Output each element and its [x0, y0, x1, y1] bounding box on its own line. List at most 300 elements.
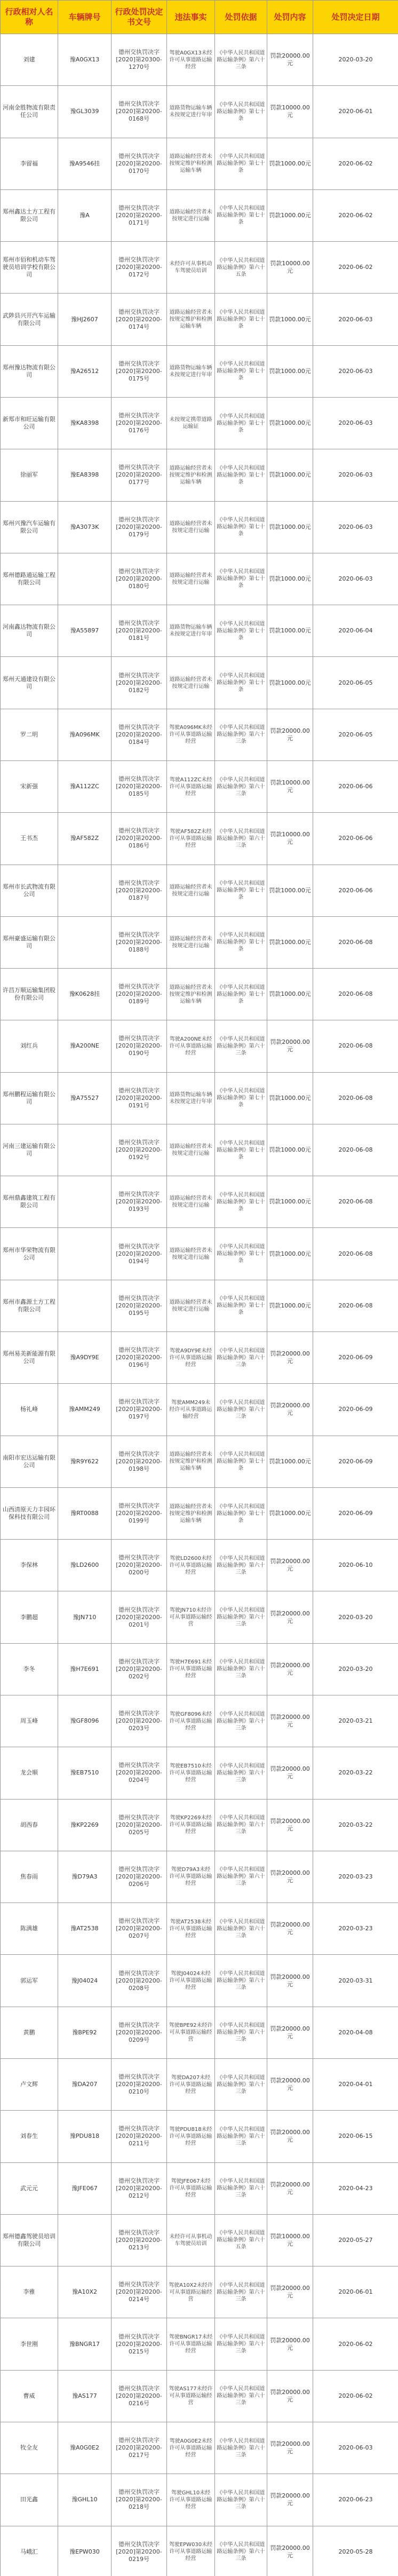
cell-party-name: 李雅 — [1, 2266, 58, 2318]
cell-party-name: 李世刚 — [1, 2318, 58, 2370]
cell-penalty-content: 罚款20000.00元 — [267, 2058, 313, 2110]
table-row — [1, 1487, 398, 1539]
cell-decision-number: 德州交执罚决字[2020]第20200-0206号 — [112, 1851, 167, 1903]
cell-decision-date: 2020-03-23 — [313, 1903, 398, 1955]
cell-plate-number: 豫KP2269 — [58, 1799, 112, 1851]
cell-party-name: 罗二明 — [1, 709, 58, 760]
cell-penalty-content: 罚款20000.00元 — [267, 2422, 313, 2474]
cell-decision-number: 德州交执罚决字[2020]第20200-0219号 — [112, 2526, 167, 2576]
cell-penalty-content: 罚款1000.00元 — [267, 138, 313, 189]
cell-plate-number: 豫LD2600 — [58, 1540, 112, 1591]
cell-decision-number: 德州交执罚决字[2020]第20200-0176号 — [112, 397, 167, 449]
table-row — [1, 2266, 398, 2318]
cell-decision-number: 德州交执罚决字[2020]第20200-0174号 — [112, 294, 167, 345]
cell-plate-number: 豫PDU818 — [58, 2111, 112, 2162]
cell-decision-number: 德州交执罚决字[2020]第20200-0190号 — [112, 1020, 167, 1072]
cell-violation-facts: 道路运输经营者未按规定进行运输 — [167, 1176, 215, 1228]
table-row — [1, 2058, 398, 2110]
table-row — [1, 2111, 398, 2162]
cell-penalty-content: 罚款20000.00元 — [267, 2111, 313, 2162]
table-row — [1, 2422, 398, 2474]
table-row — [1, 709, 398, 760]
cell-decision-number: 德州交执罚决字[2020]第20200-0181号 — [112, 605, 167, 657]
cell-decision-number: 德州交执罚决字[2020]第20200-0195号 — [112, 1280, 167, 1331]
cell-party-name: 陈满雄 — [1, 1903, 58, 1955]
cell-plate-number: 豫D79A3 — [58, 1851, 112, 1903]
cell-penalty-basis: 《中华人民共和国道路运输条例》第六十三条 — [215, 2266, 267, 2318]
cell-violation-facts: 驾驶A10X2未经许可从事道路运输经营 — [167, 2266, 215, 2318]
cell-plate-number: 豫EPW030 — [58, 2526, 112, 2576]
table-row — [1, 1124, 398, 1176]
cell-plate-number: 豫AS177 — [58, 2370, 112, 2422]
cell-plate-number — [58, 916, 112, 968]
header-party-name: 行政相对人名称 — [1, 1, 58, 34]
cell-plate-number: 豫HJ2607 — [58, 294, 112, 345]
table-row — [1, 969, 398, 1020]
cell-decision-number: 德州交执罚决字[2020]第20200-0212号 — [112, 2162, 167, 2214]
cell-violation-facts: 道路货物运输车辆未按规定进行年审 — [167, 1072, 215, 1124]
cell-penalty-content: 罚款10000.00元 — [267, 760, 313, 812]
cell-decision-date: 2020-06-03 — [313, 345, 398, 397]
header-violation-facts: 违法事实 — [167, 1, 215, 34]
cell-decision-date: 2020-03-31 — [313, 1955, 398, 2007]
table-row — [1, 1228, 398, 1280]
cell-decision-date: 2020-06-05 — [313, 657, 398, 709]
cell-penalty-content: 罚款1000.00元 — [267, 345, 313, 397]
cell-plate-number: 豫A0GX13 — [58, 34, 112, 86]
cell-plate-number — [58, 1124, 112, 1176]
cell-violation-facts: 驾驶GHL10未经许可从事道路运输经营 — [167, 2474, 215, 2526]
cell-penalty-content: 罚款20000.00元 — [267, 709, 313, 760]
cell-decision-number: 德州交执罚决字[2020]第20200-0188号 — [112, 916, 167, 968]
cell-violation-facts: 道路运输经营者未按规定进行运输 — [167, 916, 215, 968]
cell-plate-number: 豫A096MK — [58, 709, 112, 760]
cell-plate-number: 豫EA8398 — [58, 449, 112, 501]
table-row — [1, 2318, 398, 2370]
cell-decision-date: 2020-06-08 — [313, 1228, 398, 1280]
table-row — [1, 657, 398, 709]
cell-plate-number: 豫AT2538 — [58, 1903, 112, 1955]
cell-party-name: 周玉峰 — [1, 1695, 58, 1747]
cell-violation-facts: 驾驶GF8096未经许可从事道路运输经营 — [167, 1695, 215, 1747]
cell-decision-date: 2020-06-08 — [313, 1280, 398, 1331]
table-row — [1, 1072, 398, 1124]
header-decision-date: 处罚决定日期 — [313, 1, 398, 34]
cell-penalty-basis: 《中华人民共和国道路运输条例》第七十条 — [215, 605, 267, 657]
table-row — [1, 449, 398, 501]
cell-party-name: 胡西春 — [1, 1799, 58, 1851]
table-row — [1, 397, 398, 449]
cell-party-name: 郑州鑫达土方工程有限公司 — [1, 189, 58, 241]
cell-plate-number: 豫A9DY9E — [58, 1332, 112, 1384]
cell-penalty-basis: 《中华人民共和国道路运输条例》第七十条 — [215, 86, 267, 138]
cell-penalty-content: 罚款1000.00元 — [267, 1436, 313, 1487]
cell-decision-date: 2020-06-02 — [313, 189, 398, 241]
cell-decision-number: 德州交执罚决字[2020]第20200-0179号 — [112, 501, 167, 553]
table-row — [1, 760, 398, 812]
cell-penalty-basis: 《中华人民共和国道路运输条例》第六十三条 — [215, 1384, 267, 1436]
cell-decision-date: 2020-05-27 — [313, 2214, 398, 2266]
table-row — [1, 86, 398, 138]
cell-party-name: 龙会顺 — [1, 1747, 58, 1799]
cell-decision-number: 德州交执罚决字[2020]第20200-0213号 — [112, 2214, 167, 2266]
cell-decision-number: 德州交执罚决字[2020]第20200-0191号 — [112, 1072, 167, 1124]
table-row — [1, 34, 398, 86]
cell-penalty-content: 罚款20000.00元 — [267, 2526, 313, 2576]
cell-penalty-content: 罚款1000.00元 — [267, 294, 313, 345]
cell-penalty-basis: 《中华人民共和国道路运输条例》第六十三条 — [215, 1955, 267, 2007]
table-row — [1, 1540, 398, 1591]
cell-party-name: 刘春生 — [1, 2111, 58, 2162]
cell-decision-date: 2020-06-08 — [313, 1072, 398, 1124]
table-row — [1, 1176, 398, 1228]
cell-penalty-basis: 《中华人民共和国道路运输条例》第六十三条 — [215, 2162, 267, 2214]
cell-decision-number: 德州交执罚决字[2020]第20200-0184号 — [112, 709, 167, 760]
cell-party-name: 河南鑫达物流有限公司 — [1, 605, 58, 657]
cell-party-name: 郑州鹏程运输有限公司 — [1, 1072, 58, 1124]
cell-plate-number: 豫A9546挂 — [58, 138, 112, 189]
table-row — [1, 1799, 398, 1851]
cell-decision-number: 德州交执罚决字[2020]第20300-1270号 — [112, 34, 167, 86]
cell-penalty-content: 罚款1000.00元 — [267, 1072, 313, 1124]
table-row — [1, 1695, 398, 1747]
cell-violation-facts: 驾驶BNGR17未经许可从事道路运输经营 — [167, 2318, 215, 2370]
cell-violation-facts: 驾驶A0G0E2未经许可从事道路运输经营 — [167, 2422, 215, 2474]
cell-penalty-content: 罚款20000.00元 — [267, 34, 313, 86]
cell-plate-number: 豫JN710 — [58, 1591, 112, 1643]
cell-decision-number: 德州交执罚决字[2020]第20200-0177号 — [112, 449, 167, 501]
cell-violation-facts: 未经许可从事机动车驾驶员培训 — [167, 242, 215, 294]
cell-penalty-content: 罚款20000.00元 — [267, 2162, 313, 2214]
cell-decision-number: 德州交执罚决字[2020]第20200-0217号 — [112, 2422, 167, 2474]
cell-plate-number: 豫AF582Z — [58, 813, 112, 865]
cell-decision-number: 德州交执罚决字[2020]第20200-0209号 — [112, 2007, 167, 2058]
cell-party-name: 马峨汇 — [1, 2526, 58, 2576]
cell-party-name: 李保林 — [1, 1540, 58, 1591]
cell-decision-number: 德州交执罚决字[2020]第20200-0200号 — [112, 1540, 167, 1591]
cell-penalty-basis: 《中华人民共和国道路运输条例》第七十条 — [215, 865, 267, 916]
cell-decision-number: 德州交执罚决字[2020]第20200-0168号 — [112, 86, 167, 138]
cell-violation-facts: 驾驶JFE067未经许可从事道路运输经营 — [167, 2162, 215, 2214]
cell-decision-date: 2020-06-03 — [313, 449, 398, 501]
cell-penalty-basis: 《中华人民共和国道路运输条例》第七十条 — [215, 969, 267, 1020]
cell-plate-number: 豫A — [58, 189, 112, 241]
cell-penalty-content: 罚款1000.00元 — [267, 553, 313, 605]
cell-decision-number: 德州交执罚决字[2020]第20200-0197号 — [112, 1384, 167, 1436]
table-row — [1, 1903, 398, 1955]
table-row — [1, 1747, 398, 1799]
cell-violation-facts: 道路运输经营者未按规定进行运输 — [167, 1280, 215, 1331]
cell-penalty-basis: 《中华人民共和国道路运输条例》第七十条 — [215, 1228, 267, 1280]
cell-party-name: 刘建 — [1, 34, 58, 86]
cell-penalty-basis: 《中华人民共和国道路运输条例》第六十三条 — [215, 2422, 267, 2474]
cell-decision-date: 2020-06-08 — [313, 1020, 398, 1072]
cell-plate-number: 豫BPE92 — [58, 2007, 112, 2058]
cell-decision-date: 2020-04-23 — [313, 2162, 398, 2214]
cell-violation-facts: 道路运输经营者未按规定维护和检测运输车辆 — [167, 294, 215, 345]
cell-decision-date: 2020-06-01 — [313, 2266, 398, 2318]
cell-violation-facts: 驾驶A096MK未经许可从事道路运输经营 — [167, 709, 215, 760]
cell-penalty-content: 罚款20000.00元 — [267, 1799, 313, 1851]
cell-penalty-content: 罚款20000.00元 — [267, 1695, 313, 1747]
cell-party-name: 武元元 — [1, 2162, 58, 2214]
cell-decision-date: 2020-04-08 — [313, 2007, 398, 2058]
cell-party-name: 郑州天通建设有限公司 — [1, 657, 58, 709]
cell-violation-facts: 道路运输经营者未按规定维护和检测运输车辆 — [167, 969, 215, 1020]
cell-decision-number: 德州交执罚决字[2020]第20200-0196号 — [112, 1332, 167, 1384]
cell-violation-facts: 驾驶AS177未经许可从事道路运输经营 — [167, 2370, 215, 2422]
cell-penalty-content: 罚款20000.00元 — [267, 1903, 313, 1955]
cell-decision-number: 德州交执罚决字[2020]第20200-0208号 — [112, 1955, 167, 2007]
cell-plate-number: 豫EB7510 — [58, 1747, 112, 1799]
cell-violation-facts: 驾驶EB7510未经许可从事道路运输经营 — [167, 1747, 215, 1799]
cell-decision-number: 德州交执罚决字[2020]第20200-0214号 — [112, 2266, 167, 2318]
cell-decision-date: 2020-03-20 — [313, 34, 398, 86]
cell-decision-date: 2020-06-02 — [313, 2318, 398, 2370]
cell-violation-facts: 驾驶A0GX13未经许可从事道路运输经营 — [167, 34, 215, 86]
cell-decision-date: 2020-03-23 — [313, 1851, 398, 1903]
cell-decision-date: 2020-06-08 — [313, 916, 398, 968]
cell-plate-number — [58, 553, 112, 605]
cell-penalty-basis: 《中华人民共和国道路运输条例》第六十三条 — [215, 813, 267, 865]
cell-party-name: 徐丽军 — [1, 449, 58, 501]
cell-violation-facts: 道路运输经营者未按规定进行运输 — [167, 553, 215, 605]
cell-decision-date: 2020-06-02 — [313, 242, 398, 294]
cell-penalty-content: 罚款20000.00元 — [267, 1747, 313, 1799]
table-row — [1, 242, 398, 294]
cell-decision-number: 德州交执罚决字[2020]第20200-0203号 — [112, 1695, 167, 1747]
table-row — [1, 138, 398, 189]
cell-decision-date: 2020-03-20 — [313, 1643, 398, 1695]
cell-party-name: 郑州兴豫汽车运输有限公司 — [1, 501, 58, 553]
cell-party-name: 宋新强 — [1, 760, 58, 812]
cell-plate-number: 豫KA8398 — [58, 397, 112, 449]
cell-penalty-basis: 《中华人民共和国道路运输条例》第六十三条 — [215, 1643, 267, 1695]
cell-decision-date: 2020-06-02 — [313, 138, 398, 189]
cell-plate-number: 豫GL3039 — [58, 86, 112, 138]
cell-violation-facts: 驾驶BPE92未经许可从事道路运输经营 — [167, 2007, 215, 2058]
cell-violation-facts: 道路运输经营者未按规定进行运输 — [167, 189, 215, 241]
cell-party-name: 田光鑫 — [1, 2474, 58, 2526]
cell-violation-facts: 驾驶A112ZC未经许可从事道路运输经营 — [167, 760, 215, 812]
cell-penalty-basis: 《中华人民共和国道路运输条例》第七十条 — [215, 189, 267, 241]
cell-penalty-content: 罚款1000.00元 — [267, 1280, 313, 1331]
cell-violation-facts: 道路运输经营者未按规定进行运输 — [167, 657, 215, 709]
cell-violation-facts: 驾驶PDU818未经许可从事道路运输经营 — [167, 2111, 215, 2162]
cell-party-name: 王书杰 — [1, 813, 58, 865]
cell-penalty-content: 罚款20000.00元 — [267, 2370, 313, 2422]
cell-plate-number: 豫A55897 — [58, 605, 112, 657]
cell-decision-date: 2020-06-02 — [313, 2370, 398, 2422]
cell-plate-number: 豫BNGR17 — [58, 2318, 112, 2370]
cell-penalty-basis: 《中华人民共和国道路运输条例》第七十条 — [215, 553, 267, 605]
cell-violation-facts: 道路运输经营者未按规定进行运输 — [167, 1228, 215, 1280]
cell-penalty-basis: 《中华人民共和国道路运输条例》第七十条 — [215, 657, 267, 709]
cell-penalty-content: 罚款10000.00元 — [267, 242, 313, 294]
cell-party-name: 郑州市佰和机动车驾驶员培训学校有限公司 — [1, 242, 58, 294]
cell-violation-facts: 驾驶DA207未经许可从事道路运输经营 — [167, 2058, 215, 2110]
cell-decision-date: 2020-04-01 — [313, 2058, 398, 2110]
cell-plate-number — [58, 1280, 112, 1331]
header-row — [1, 1, 398, 34]
cell-decision-number: 德州交执罚决字[2020]第20200-0215号 — [112, 2318, 167, 2370]
cell-penalty-basis: 《中华人民共和国道路运输条例》第七十条 — [215, 294, 267, 345]
cell-violation-facts: 道路运输经营者未按规定进行运输 — [167, 865, 215, 916]
cell-decision-date: 2020-06-08 — [313, 1176, 398, 1228]
cell-penalty-basis: 《中华人民共和国道路运输条例》第六十三条 — [215, 1903, 267, 1955]
table-row — [1, 916, 398, 968]
cell-plate-number: 豫GF8096 — [58, 1695, 112, 1747]
cell-party-name: 李冬 — [1, 1643, 58, 1695]
cell-penalty-basis: 《中华人民共和国道路运输条例》第六十三条 — [215, 1695, 267, 1747]
cell-plate-number: 豫JFE067 — [58, 2162, 112, 2214]
cell-decision-date: 2020-06-03 — [313, 553, 398, 605]
cell-party-name: 焦春雨 — [1, 1851, 58, 1903]
table-row — [1, 1436, 398, 1487]
cell-decision-date: 2020-06-03 — [313, 397, 398, 449]
cell-plate-number: 豫A112ZC — [58, 760, 112, 812]
cell-decision-date: 2020-06-01 — [313, 86, 398, 138]
cell-party-name: 许昌万顺运输集团股份有限公司 — [1, 969, 58, 1020]
cell-violation-facts: 驾驶A9DY9E未经许可从事道路运输经营 — [167, 1332, 215, 1384]
header-penalty-content: 处罚内容 — [267, 1, 313, 34]
cell-party-name: 郑州豫达物流有限公司 — [1, 345, 58, 397]
cell-decision-number: 德州交执罚决字[2020]第20200-0182号 — [112, 657, 167, 709]
cell-decision-number: 德州交执罚决字[2020]第20200-0210号 — [112, 2058, 167, 2110]
table-row — [1, 1384, 398, 1436]
table-row — [1, 2474, 398, 2526]
cell-penalty-basis: 《中华人民共和国道路运输条例》第六十五条 — [215, 242, 267, 294]
cell-plate-number: 豫A3073K — [58, 501, 112, 553]
cell-violation-facts: 驾驶D79A3未经许可从事道路运输经营 — [167, 1851, 215, 1903]
cell-plate-number: 豫H7E691 — [58, 1643, 112, 1695]
cell-decision-number: 德州交执罚决字[2020]第20200-0205号 — [112, 1799, 167, 1851]
cell-decision-date: 2020-06-04 — [313, 605, 398, 657]
table-row — [1, 1955, 398, 2007]
cell-penalty-content: 罚款20000.00元 — [267, 1384, 313, 1436]
cell-party-name: 山西清原天力丰园环保科技有限公司 — [1, 1487, 58, 1539]
table-row — [1, 2214, 398, 2266]
cell-decision-number: 德州交执罚决字[2020]第20200-0193号 — [112, 1176, 167, 1228]
cell-decision-number: 德州交执罚决字[2020]第20200-0180号 — [112, 553, 167, 605]
cell-decision-date: 2020-06-05 — [313, 709, 398, 760]
cell-violation-facts: 未经许可从事机动车驾驶员培训 — [167, 2214, 215, 2266]
cell-plate-number — [58, 2214, 112, 2266]
table-row — [1, 813, 398, 865]
table-row — [1, 2162, 398, 2214]
cell-penalty-basis: 《中华人民共和国道路运输条例》第六十三条 — [215, 34, 267, 86]
cell-party-name: 武陟县兴开汽车运输有限公司 — [1, 294, 58, 345]
cell-decision-number: 德州交执罚决字[2020]第20200-0201号 — [112, 1591, 167, 1643]
cell-plate-number — [58, 242, 112, 294]
header-penalty-basis: 处罚依据 — [215, 1, 267, 34]
cell-decision-number: 德州交执罚决字[2020]第20200-0202号 — [112, 1643, 167, 1695]
cell-penalty-basis: 《中华人民共和国道路运输条例》第六十三条 — [215, 2111, 267, 2162]
cell-penalty-content: 罚款1000.00元 — [267, 1176, 313, 1228]
cell-decision-date: 2020-06-09 — [313, 1332, 398, 1384]
cell-plate-number: 豫A26512 — [58, 345, 112, 397]
cell-party-name: 曹威 — [1, 2370, 58, 2422]
cell-decision-date: 2020-03-21 — [313, 1695, 398, 1747]
cell-plate-number: 豫A75527 — [58, 1072, 112, 1124]
cell-violation-facts: 驾驶AMM249未经许可从事道路运输经营 — [167, 1384, 215, 1436]
table-row — [1, 865, 398, 916]
cell-violation-facts: 道路运输经营者未按规定维护和检测运输车辆 — [167, 449, 215, 501]
cell-party-name: 李鹏超 — [1, 1591, 58, 1643]
cell-violation-facts: 驾驶JN710未经许可从事道路运输经营 — [167, 1591, 215, 1643]
cell-violation-facts: 道路运输经营者未按规定维护和检测运输车辆 — [167, 1436, 215, 1487]
cell-party-name: 郭运军 — [1, 1955, 58, 2007]
cell-party-name: 卢文辉 — [1, 2058, 58, 2110]
table-row — [1, 1643, 398, 1695]
cell-penalty-basis: 《中华人民共和国道路运输条例》第七十条 — [215, 345, 267, 397]
cell-penalty-basis: 《中华人民共和国道路运输条例》第六十三条 — [215, 2370, 267, 2422]
cell-decision-date: 2020-06-09 — [313, 1487, 398, 1539]
cell-violation-facts: 道路货物运输车辆未按规定进行年审 — [167, 605, 215, 657]
cell-penalty-basis: 《中华人民共和国道路运输条例》第六十三条 — [215, 760, 267, 812]
cell-decision-date: 2020-06-03 — [313, 2422, 398, 2474]
cell-plate-number — [58, 865, 112, 916]
header-plate-number: 车辆牌号 — [58, 1, 112, 34]
cell-violation-facts: 道路运输经营者未按规定进行运输 — [167, 501, 215, 553]
cell-penalty-content: 罚款20000.00元 — [267, 1955, 313, 2007]
cell-decision-date: 2020-06-06 — [313, 813, 398, 865]
cell-party-name: 杨礼峰 — [1, 1384, 58, 1436]
cell-decision-date: 2020-06-03 — [313, 294, 398, 345]
table-row — [1, 501, 398, 553]
cell-decision-date: 2020-03-20 — [313, 1591, 398, 1643]
cell-party-name: 郑州德鑫驾驶员培训有限公司 — [1, 2214, 58, 2266]
table-row — [1, 1851, 398, 1903]
cell-plate-number: 豫A200NE — [58, 1020, 112, 1072]
cell-penalty-basis: 《中华人民共和国道路运输条例》第六十三条 — [215, 2058, 267, 2110]
cell-plate-number — [58, 1176, 112, 1228]
cell-party-name: 牧全友 — [1, 2422, 58, 2474]
cell-penalty-content: 罚款1000.00元 — [267, 501, 313, 553]
cell-decision-number: 德州交执罚决字[2020]第20200-0175号 — [112, 345, 167, 397]
cell-penalty-basis: 《中华人民共和国道路运输条例》第六十三条 — [215, 2474, 267, 2526]
cell-party-name: 郑州市华荣物流有限公司 — [1, 1228, 58, 1280]
cell-decision-date: 2020-06-09 — [313, 1436, 398, 1487]
cell-penalty-content: 罚款10000.00元 — [267, 813, 313, 865]
cell-penalty-content: 罚款20000.00元 — [267, 1851, 313, 1903]
cell-penalty-basis: 《中华人民共和国道路运输条例》第七十条 — [215, 1436, 267, 1487]
cell-decision-number: 德州交执罚决字[2020]第20200-0216号 — [112, 2370, 167, 2422]
cell-penalty-content: 罚款1000.00元 — [267, 189, 313, 241]
cell-plate-number: 豫RT0088 — [58, 1487, 112, 1539]
cell-penalty-content: 罚款10000.00元 — [267, 2214, 313, 2266]
cell-decision-date: 2020-06-23 — [313, 2474, 398, 2526]
cell-decision-number: 德州交执罚决字[2020]第20200-0199号 — [112, 1487, 167, 1539]
table-row — [1, 2370, 398, 2422]
cell-decision-number: 德州交执罚决字[2020]第20200-0207号 — [112, 1903, 167, 1955]
cell-plate-number — [58, 1228, 112, 1280]
cell-penalty-content: 罚款1000.00元 — [267, 397, 313, 449]
cell-violation-facts: 道路运输经营者未按规定维护和检测运输车辆 — [167, 138, 215, 189]
cell-decision-number: 德州交执罚决字[2020]第20200-0185号 — [112, 760, 167, 812]
cell-party-name: 郑州易美新能源有限公司 — [1, 1332, 58, 1384]
cell-penalty-content: 罚款20000.00元 — [267, 1540, 313, 1591]
cell-penalty-content: 罚款1000.00元 — [267, 1228, 313, 1280]
table-body — [1, 34, 398, 2576]
cell-violation-facts: 道路货物运输车辆未按规定进行年审 — [167, 86, 215, 138]
cell-penalty-content: 罚款20000.00元 — [267, 1591, 313, 1643]
table-row — [1, 189, 398, 241]
cell-decision-number: 德州交执罚决字[2020]第20200-0204号 — [112, 1747, 167, 1799]
cell-plate-number: 豫GHL10 — [58, 2474, 112, 2526]
table-row — [1, 1332, 398, 1384]
cell-penalty-basis: 《中华人民共和国道路运输条例》第六十三条 — [215, 1747, 267, 1799]
